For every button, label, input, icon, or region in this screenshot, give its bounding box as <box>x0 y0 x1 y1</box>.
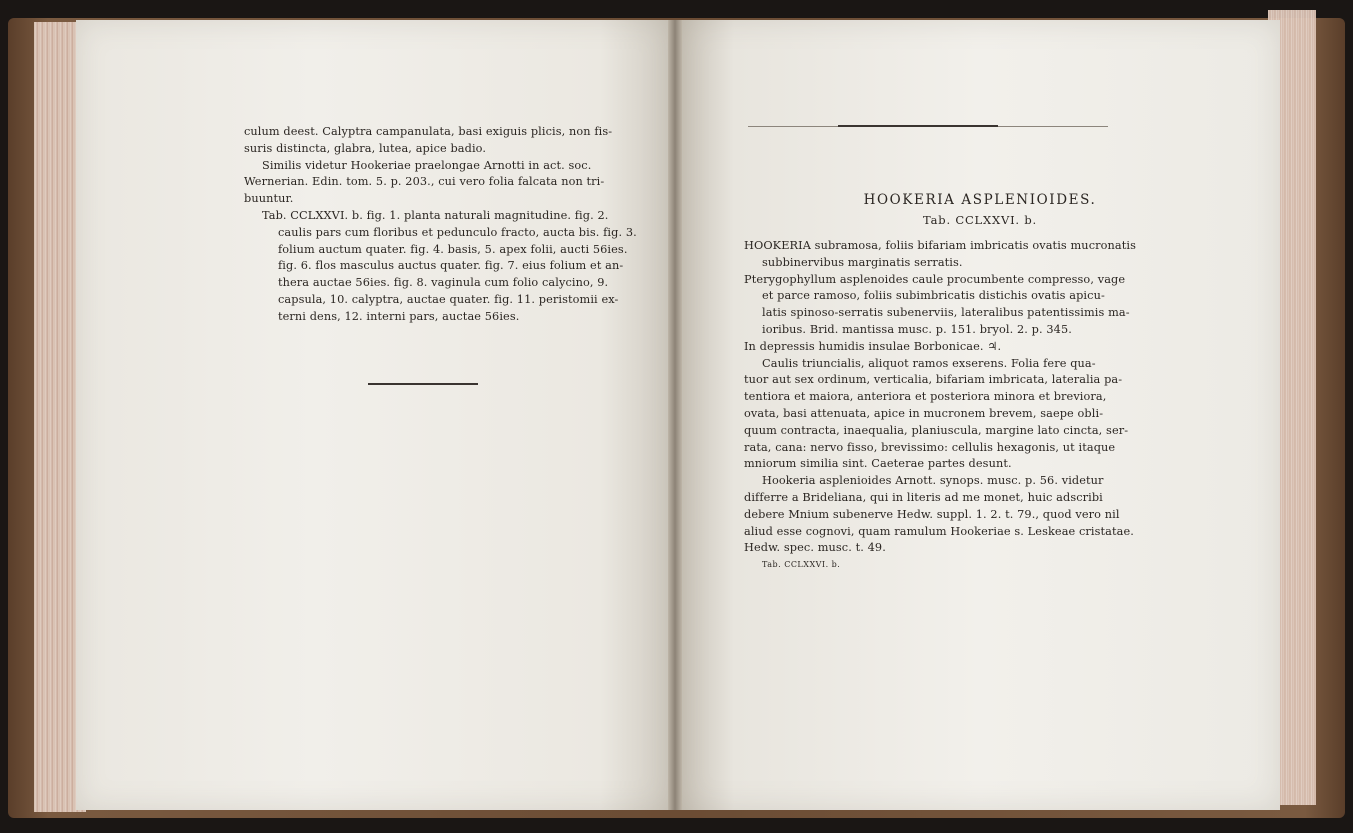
right-page-text <box>744 238 1144 574</box>
right-line: tuor aut sex ordinum, verticalia, bifariam imbricata, lateralia pa- <box>744 373 1123 387</box>
left-line: Wernerian. Edin. tom. 5. p. 203., cui vero folia falcata non tri- <box>244 175 605 189</box>
right-line: Pterygophyllum asplenoides caule procumbente compresso, vage <box>744 272 1126 286</box>
right-line: rata, cana: nervo fisso, brevissimo: cellulis hexagonis, ut itaque <box>744 440 1116 454</box>
right-line: ioribus. Brid. mantissa musc. p. 151. bryol. 2. p. 345. <box>762 322 1072 336</box>
left-line: suris distincta, glabra, lutea, apice badio. <box>244 141 487 155</box>
left-line: culum deest. Calyptra campanulata, basi exiguis plicis, non fis- <box>244 125 613 138</box>
plate-reference: Tab. CCLXXVI. b. <box>923 213 1037 227</box>
right-line: tentiora et maiora, anteriora et posteriora minora et breviora, <box>744 390 1107 404</box>
right-line: Caulis triuncialis, aliquot ramos exserens. Folia fere qua- <box>762 356 1096 370</box>
plate-footer: Tab. CCLXXVI. b. <box>762 560 841 570</box>
left-line: folium auctum quater. fig. 4. basis, 5. apex folii, aucti 56ies. <box>278 242 628 256</box>
right-line: subbinervibus marginatis serratis. <box>762 255 963 269</box>
right-line: Hedw. spec. musc. t. 49. <box>744 541 886 555</box>
right-line: differre a Brideliana, qui in literis ad me monet, huic adscribi <box>744 490 1103 504</box>
left-line: terni dens, 12. interni pars, auctae 56ies. <box>278 309 520 323</box>
left-line: capsula, 10. calyptra, auctae quater. fig. 11. peristomii ex- <box>278 292 619 306</box>
right-line: In depressis humidis insulae Borbonicae. ♃. <box>744 339 1002 353</box>
left-line: buuntur. <box>244 192 294 206</box>
left-page-text <box>244 124 637 326</box>
right-line: aliud esse cognovi, quam ramulum Hookeriae s. Leskeae cristatae. <box>744 524 1134 538</box>
left-line: caulis pars cum floribus et pedunculo fracto, aucta bis. fig. 3. <box>278 225 637 239</box>
right-line: quum contracta, inaequalia, planiuscula, margine lato cincta, ser- <box>744 423 1129 437</box>
right-line: et parce ramoso, foliis subimbricatis distichis ovatis apicu- <box>762 289 1105 303</box>
right-top-rule <box>838 125 998 127</box>
left-line: thera auctae 56ies. fig. 8. vaginula cum folio calycino, 9. <box>278 276 609 290</box>
right-line: mniorum similia sint. Caeterae partes desunt. <box>744 457 1012 471</box>
right-line: HOOKERIA subramosa, foliis bifariam imbricatis ovatis mucronatis <box>744 239 1136 252</box>
right-line: debere Mnium subenerve Hedw. suppl. 1. 2. t. 79., quod vero nil <box>744 507 1120 521</box>
book-gutter <box>668 20 682 810</box>
left-end-rule <box>368 383 478 385</box>
right-line: Hookeria asplenioides Arnott. synops. musc. p. 56. videtur <box>762 474 1104 488</box>
left-line: fig. 6. flos masculus auctus quater. fig. 7. eius folium et an- <box>278 259 624 273</box>
right-line: ovata, basi attenuata, apice in mucronem brevem, saepe obli- <box>744 406 1104 420</box>
page-title: HOOKERIA ASPLENIOIDES. <box>863 192 1097 208</box>
right-line: latis spinoso-serratis subenerviis, lateralibus patentissimis ma- <box>762 306 1130 320</box>
left-line: Similis videtur Hookeriae praelongae Arnotti in act. soc. <box>262 158 592 172</box>
left-line: Tab. CCLXXVI. b. fig. 1. planta naturali magnitudine. fig. 2. <box>262 208 609 222</box>
